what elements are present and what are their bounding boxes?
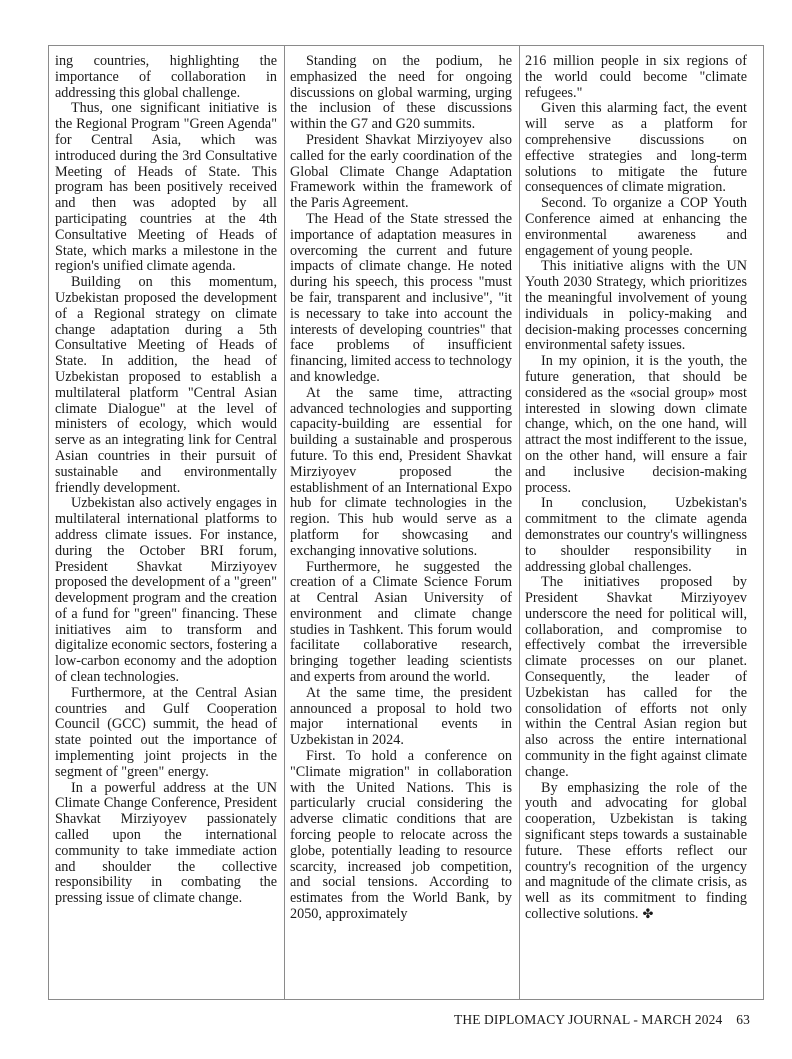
page-footer: [454, 1012, 750, 1028]
paragraph-text: By emphasizing the role of the youth and advocating for global cooperation, Uzbekistan is taking significant steps towards a sustainable future. These efforts reflect our country's recognition of the urgency and magnitude of the climate crisis, as well as its commitment to finding collective solutions.: [525, 779, 747, 923]
paragraph-text: The initiatives proposed by President Shavkat Mirziyoyev underscore the need for political will, collaboration, and compromise to effectively combat the irreversible climate processes on our planet. Consequently, the leader of Uzbekistan has called for the consolidation of efforts not only within the Central Asian region but also across the entire international community in the fight against climate change.: [525, 574, 747, 780]
paragraph: [525, 781, 747, 923]
paragraph: [290, 686, 512, 749]
paragraph-text: 216 million people in six regions of the world could become "climate refugees.": [525, 54, 747, 101]
text-column-1: [55, 54, 277, 994]
end-mark-icon: ✤: [642, 907, 654, 923]
paragraph: [525, 259, 747, 354]
paragraph: [525, 496, 747, 575]
paragraph: [55, 275, 277, 496]
paragraph-text: President Shavkat Mirziyoyev also called for the early coordination of the Global Climate Change Adaptation Framework within the framework of the Paris Agreement.: [290, 131, 512, 212]
paragraph: [290, 212, 512, 386]
paragraph-text: In a powerful address at the UN Climate Change Conference, President Shavkat Mirziyoyev passionately called upon the international community to take immediate action and shoulder the collective responsibility in combating the pressing issue of climate change.: [55, 779, 277, 907]
paragraph: [290, 560, 512, 686]
paragraph: [55, 101, 277, 275]
paragraph: [525, 101, 747, 196]
article-frame: [48, 45, 764, 1000]
paragraph: [55, 54, 277, 101]
text-column-3: [525, 54, 747, 994]
paragraph-text: In conclusion, Uzbekistan's commitment to the climate agenda demonstrates our country's willingness to shoulder responsibility in addressing global challenges.: [525, 495, 747, 575]
paragraph-text: Standing on the podium, he emphasized the need for ongoing discussions on global warming, urging the inclusion of these discussions within the G7 and G20 summits.: [290, 54, 512, 133]
paragraph-text: First. To hold a conference on "Climate migration" in collaboration with the United Nations. This is particularly crucial considering the adverse climatic conditions that are forcing people to relocate across the globe, potentially leading to resource scarcity, increased job competition, and social tensions. According to estimates from the World Bank, by 2050, approximately: [290, 748, 512, 923]
paragraph-text: Furthermore, at the Central Asian countries and Gulf Cooperation Council (GCC) summit, the head of state pointed out the importance of implementing joint projects in the segment of "green" energy.: [55, 684, 277, 780]
journal-name: THE DIPLOMACY JOURNAL - MARCH 2024: [454, 1012, 723, 1027]
paragraph-text: Furthermore, he suggested the creation of a Climate Science Forum at Central Asian University of environment and climate change studies in Tashkent. This forum would facilitate collaborative research, bringing together leading scientists and experts from around the world.: [290, 558, 512, 686]
paragraph-text: Given this alarming fact, the event will serve as a platform for comprehensive discussions on effective strategies and long-term solutions to mitigate the future consequences of climate migration.: [525, 100, 747, 196]
paragraph-text: This initiative aligns with the UN Youth 2030 Strategy, which prioritizes the meaningful involvement of young individuals in policy-making and decision-making processes concerning environmental safety issues.: [525, 258, 747, 354]
paragraph: [55, 496, 277, 686]
paragraph: [290, 133, 512, 212]
paragraph: [525, 196, 747, 259]
paragraph: [525, 575, 747, 780]
text-column-2: [290, 54, 512, 994]
column-divider: [519, 46, 520, 999]
paragraph: [55, 686, 277, 781]
paragraph: [55, 781, 277, 907]
paragraph: [525, 54, 747, 101]
paragraph: [525, 354, 747, 496]
paragraph: [290, 386, 512, 560]
page-number: 63: [736, 1012, 750, 1027]
paragraph-text: At the same time, attracting advanced technologies and supporting capacity-building are essential for building a sustainable and prosperous future. To this end, President Shavkat Mirziyoyev proposed the establishment of an International Expo hub for climate technologies in the region. This hub would serve as a platform for showcasing and exchanging innovative solutions.: [290, 384, 512, 559]
paragraph-text: At the same time, the president announced a proposal to hold two major international events in Uzbekistan in 2024.: [290, 684, 512, 749]
paragraph-text: The Head of the State stressed the importance of adaptation measures in overcoming the current and future impacts of climate change. He noted during his speech, this process "must be fair, transparent and inclusive", "it is necessary to take into account the interests of developing countries" that face problems of insufficient financing, limited access to technology and knowledge.: [290, 210, 512, 385]
paragraph-text: Building on this momentum, Uzbekistan proposed the development of a Regional strategy on climate change adaptation during a 5th Consultative Meeting of Heads of State. In addition, the head of Uzbekistan proposed to establish a multilateral platform "Central Asian climate Dialogue" at the level of ministers of ecology, which would serve as an integrating link for Central Asian countries in their pursuit of sustainable and environmentally friendly development.: [55, 274, 277, 496]
paragraph: [290, 749, 512, 923]
paragraph-text: Uzbekistan also actively engages in multilateral international platforms to address climate issues. For instance, during the October BRI forum, President Shavkat Mirziyoyev proposed the development of a "green" development program and the creation of a fund for "green" financing. These initiatives aim to transform and digitalize economic sectors, fostering a low-carbon economy and the adoption of clean technologies.: [55, 495, 277, 686]
column-divider: [284, 46, 285, 999]
paragraph-text: In my opinion, it is the youth, the future generation, that should be considered as the «social group» most interested in slowing down climate change, which, on the one hand, will attract the most indifferent to the issue, on the other hand, will ensure a fair and inclusive decision-making process.: [525, 353, 747, 496]
paragraph-text: Thus, one significant initiative is the Regional Program "Green Agenda" for Central Asia, which was introduced during the 3rd Consultative Meeting of Heads of State. This program has been positively received and then was adopted by all participating countries at the 4th Consultative Meeting of Heads of State, which marks a milestone in the region's unified climate agenda.: [55, 100, 277, 275]
paragraph: [290, 54, 512, 133]
paragraph-text: Second. To organize a COP Youth Conference aimed at enhancing the environmental awareness and engagement of young people.: [525, 195, 747, 259]
paragraph-text: ing countries, highlighting the importance of collaboration in addressing this global challenge.: [55, 54, 277, 101]
